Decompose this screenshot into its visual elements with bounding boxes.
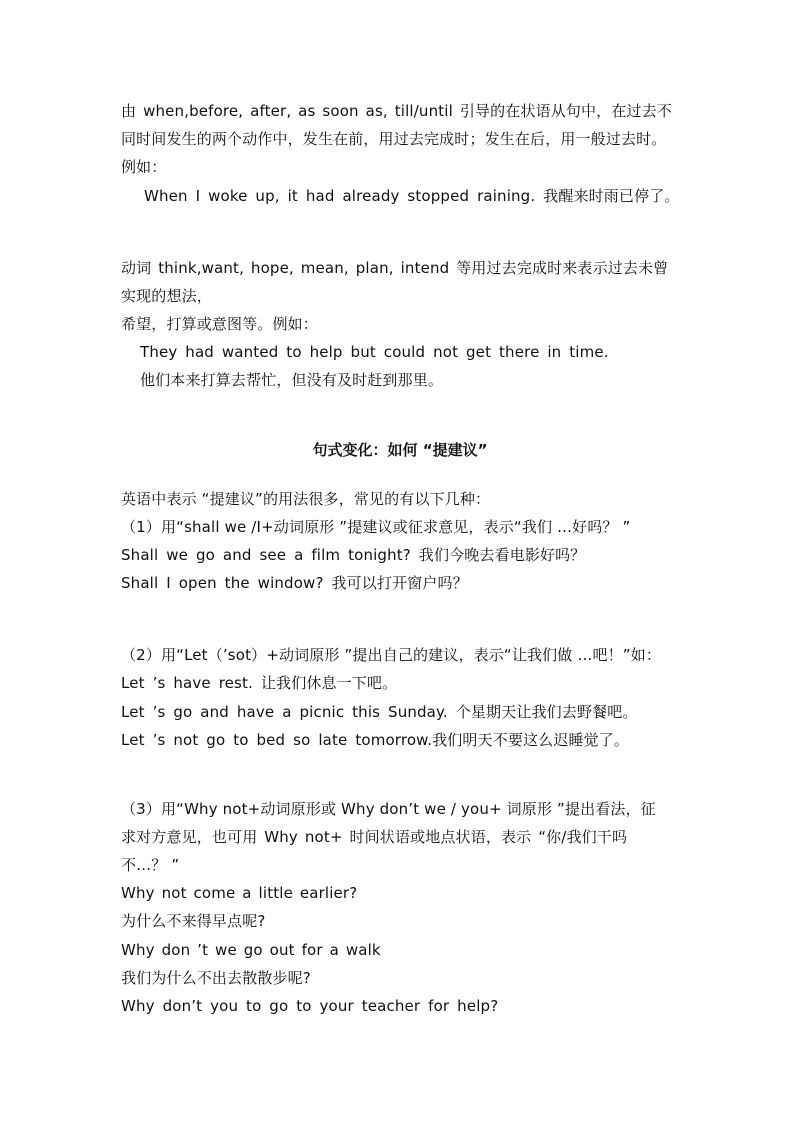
example-sentence: Why not come a little earlier? <box>121 884 358 902</box>
example-translation: 为什么不来得早点呢? <box>121 912 266 930</box>
rule-title: （2）用“Let（’sot）+动词原形 ”提出自己的建议，表示“让我们做 …吧！”如： <box>121 646 662 664</box>
example-sentence: Why don ’t we go out for a walk <box>121 941 381 959</box>
paragraph-line: 希望，打算或意图等。例如： <box>121 315 318 333</box>
example-sentence: Shall I open the window? 我可以打开窗户吗？ <box>121 574 468 592</box>
rule-title: 不…？ ” <box>121 856 180 874</box>
rule-title: （3）用“Why not+动词原形或 Why don’t we / you+ 词原形 ”提出看法，征 <box>121 800 656 818</box>
paragraph-line: 英语中表示 “提建议”的用法很多，常见的有以下几种： <box>121 490 491 508</box>
example-sentence: Shall we go and see a film tonight? 我们今晚去看电影好吗？ <box>121 546 586 564</box>
example-sentence: They had wanted to help but could not get there in time. <box>140 343 609 361</box>
paragraph-line: 实现的想法， <box>121 287 212 305</box>
paragraph-line: 动词 think,want, hope, mean, plan, intend 等用过去完成时来表示过去未曾 <box>121 259 669 277</box>
example-sentence: Why don’t you to go to your teacher for help? <box>121 997 499 1015</box>
rule-title: 求对方意见，也可用 Why not+ 时间状语或地点状语，表示 “你/我们干吗 <box>121 828 628 846</box>
paragraph-line: 由 when,before, after, as soon as, till/until 引导的在状语从句中，在过去不 <box>121 102 672 120</box>
example-translation: 我们为什么不出去散散步呢? <box>121 969 311 987</box>
paragraph-line: 同时间发生的两个动作中，发生在前，用过去完成时；发生在后，用一般过去时。 <box>121 130 667 148</box>
rule-title: （1）用“shall we /I+动词原形 ”提建议或征求意见，表示“我们 …好吗？ ” <box>121 518 631 536</box>
example-sentence: Let ’s have rest. 让我们休息一下吧。 <box>121 674 398 692</box>
paragraph-line: 例如： <box>121 158 167 176</box>
example-sentence: When I woke up, it had already stopped raining. 我醒来时雨已停了。 <box>144 187 680 205</box>
example-sentence: Let ’s not go to bed so late tomorrow.我们明天不要这么迟睡觉了。 <box>121 731 630 749</box>
example-sentence: Let ’s go and have a picnic this Sunday. 个星期天让我们去野餐吧。 <box>121 703 638 721</box>
section-heading: 句式变化：如何 “提建议” <box>312 441 488 459</box>
example-translation: 他们本来打算去帮忙，但没有及时赶到那里。 <box>140 371 444 389</box>
